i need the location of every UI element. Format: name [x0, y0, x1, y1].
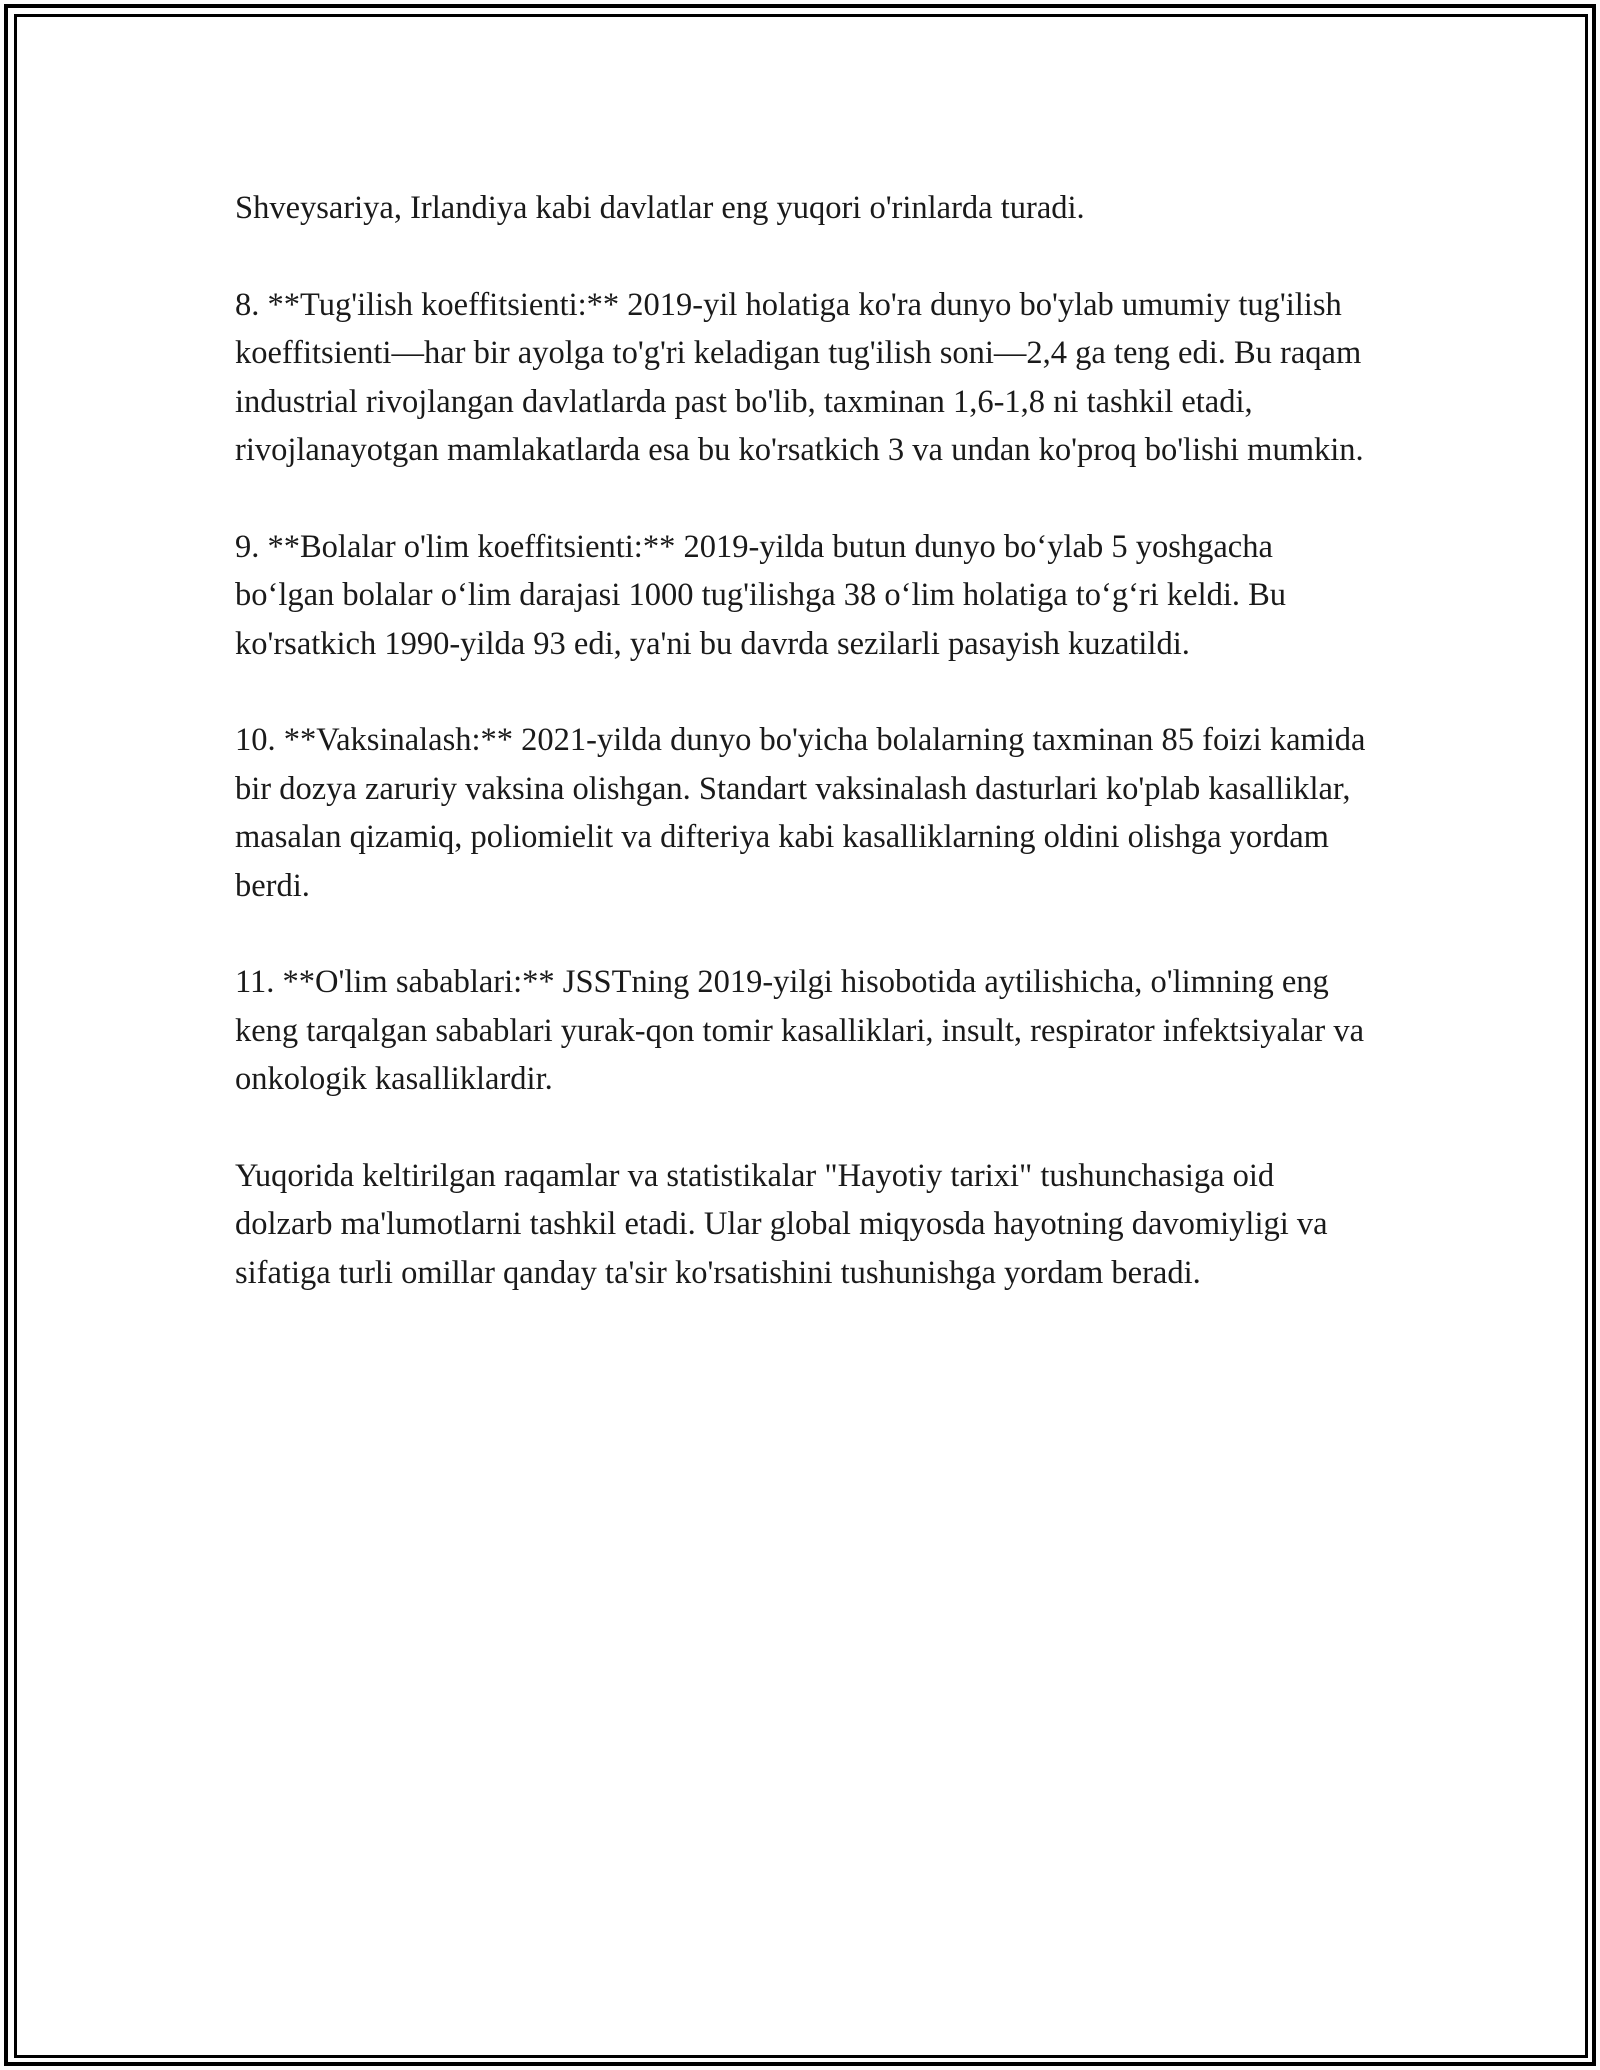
paragraph-causes-of-death: 11. **O'lim sabablari:** JSSTning 2019-yilgi hisobotida aytilishicha, o'limning eng keng tarqalgan sabablari yurak-qon tomir kasalliklari, insult, respirator infektsiyalar va onkologik kasalliklardir.: [235, 964, 1365, 1098]
document-body: [235, 184, 1375, 1346]
paragraph-conclusion: Yuqorida keltirilgan raqamlar va statistikalar "Hayotiy tarixi" tushunchasiga oid dolzarb ma'lumotlarni tashkil etadi. Ular global miqyosda hayotning davomiyligi va sifatiga turli omillar qanday ta'sir ko'rsatishini tushunishga yordam beradi.: [235, 1158, 1328, 1291]
paragraph-vaccination: 10. **Vaksinalash:** 2021-yilda dunyo bo'yicha bolalarning taxminan 85 foizi kamida bir dozya zaruriy vaksina olishgan. Standart vaksinalash dasturlari ko'plab kasalliklar, masalan qizamiq, poliomielit va difteriya kabi kasalliklarning oldini olishga yordam berdi.: [235, 722, 1366, 904]
paragraph-child-mortality: 9. **Bolalar o'lim koeffitsienti:** 2019-yilda butun dunyo bo‘ylab 5 yoshgacha bo‘lgan bolalar o‘lim darajasi 1000 tug'ilishga 38 o‘lim holatiga to‘g‘ri keldi. Bu ko'rsatkich 1990-yilda 93 edi, ya'ni bu davrda sezilarli pasayish kuzatildi.: [235, 528, 1287, 662]
paragraph-intro-continuation: Shveysariya, Irlandiya kabi davlatlar eng yuqori o'rinlarda turadi.: [235, 190, 1085, 226]
paragraph-fertility-rate: 8. **Tug'ilish koeffitsienti:** 2019-yil holatiga ko'ra dunyo bo'ylab umumiy tug'ilish koeffitsienti—har bir ayolga to'g'ri keladigan tug'ilish soni—2,4 ga teng edi. Bu raqam industrial rivojlangan davlatlarda past bo'lib, taxminan 1,6-1,8 ni tashkil etadi, rivojlanayotgan mamlakatlarda esa bu ko'rsatkich 3 va undan ko'proq bo'lishi mumkin.: [235, 286, 1364, 469]
